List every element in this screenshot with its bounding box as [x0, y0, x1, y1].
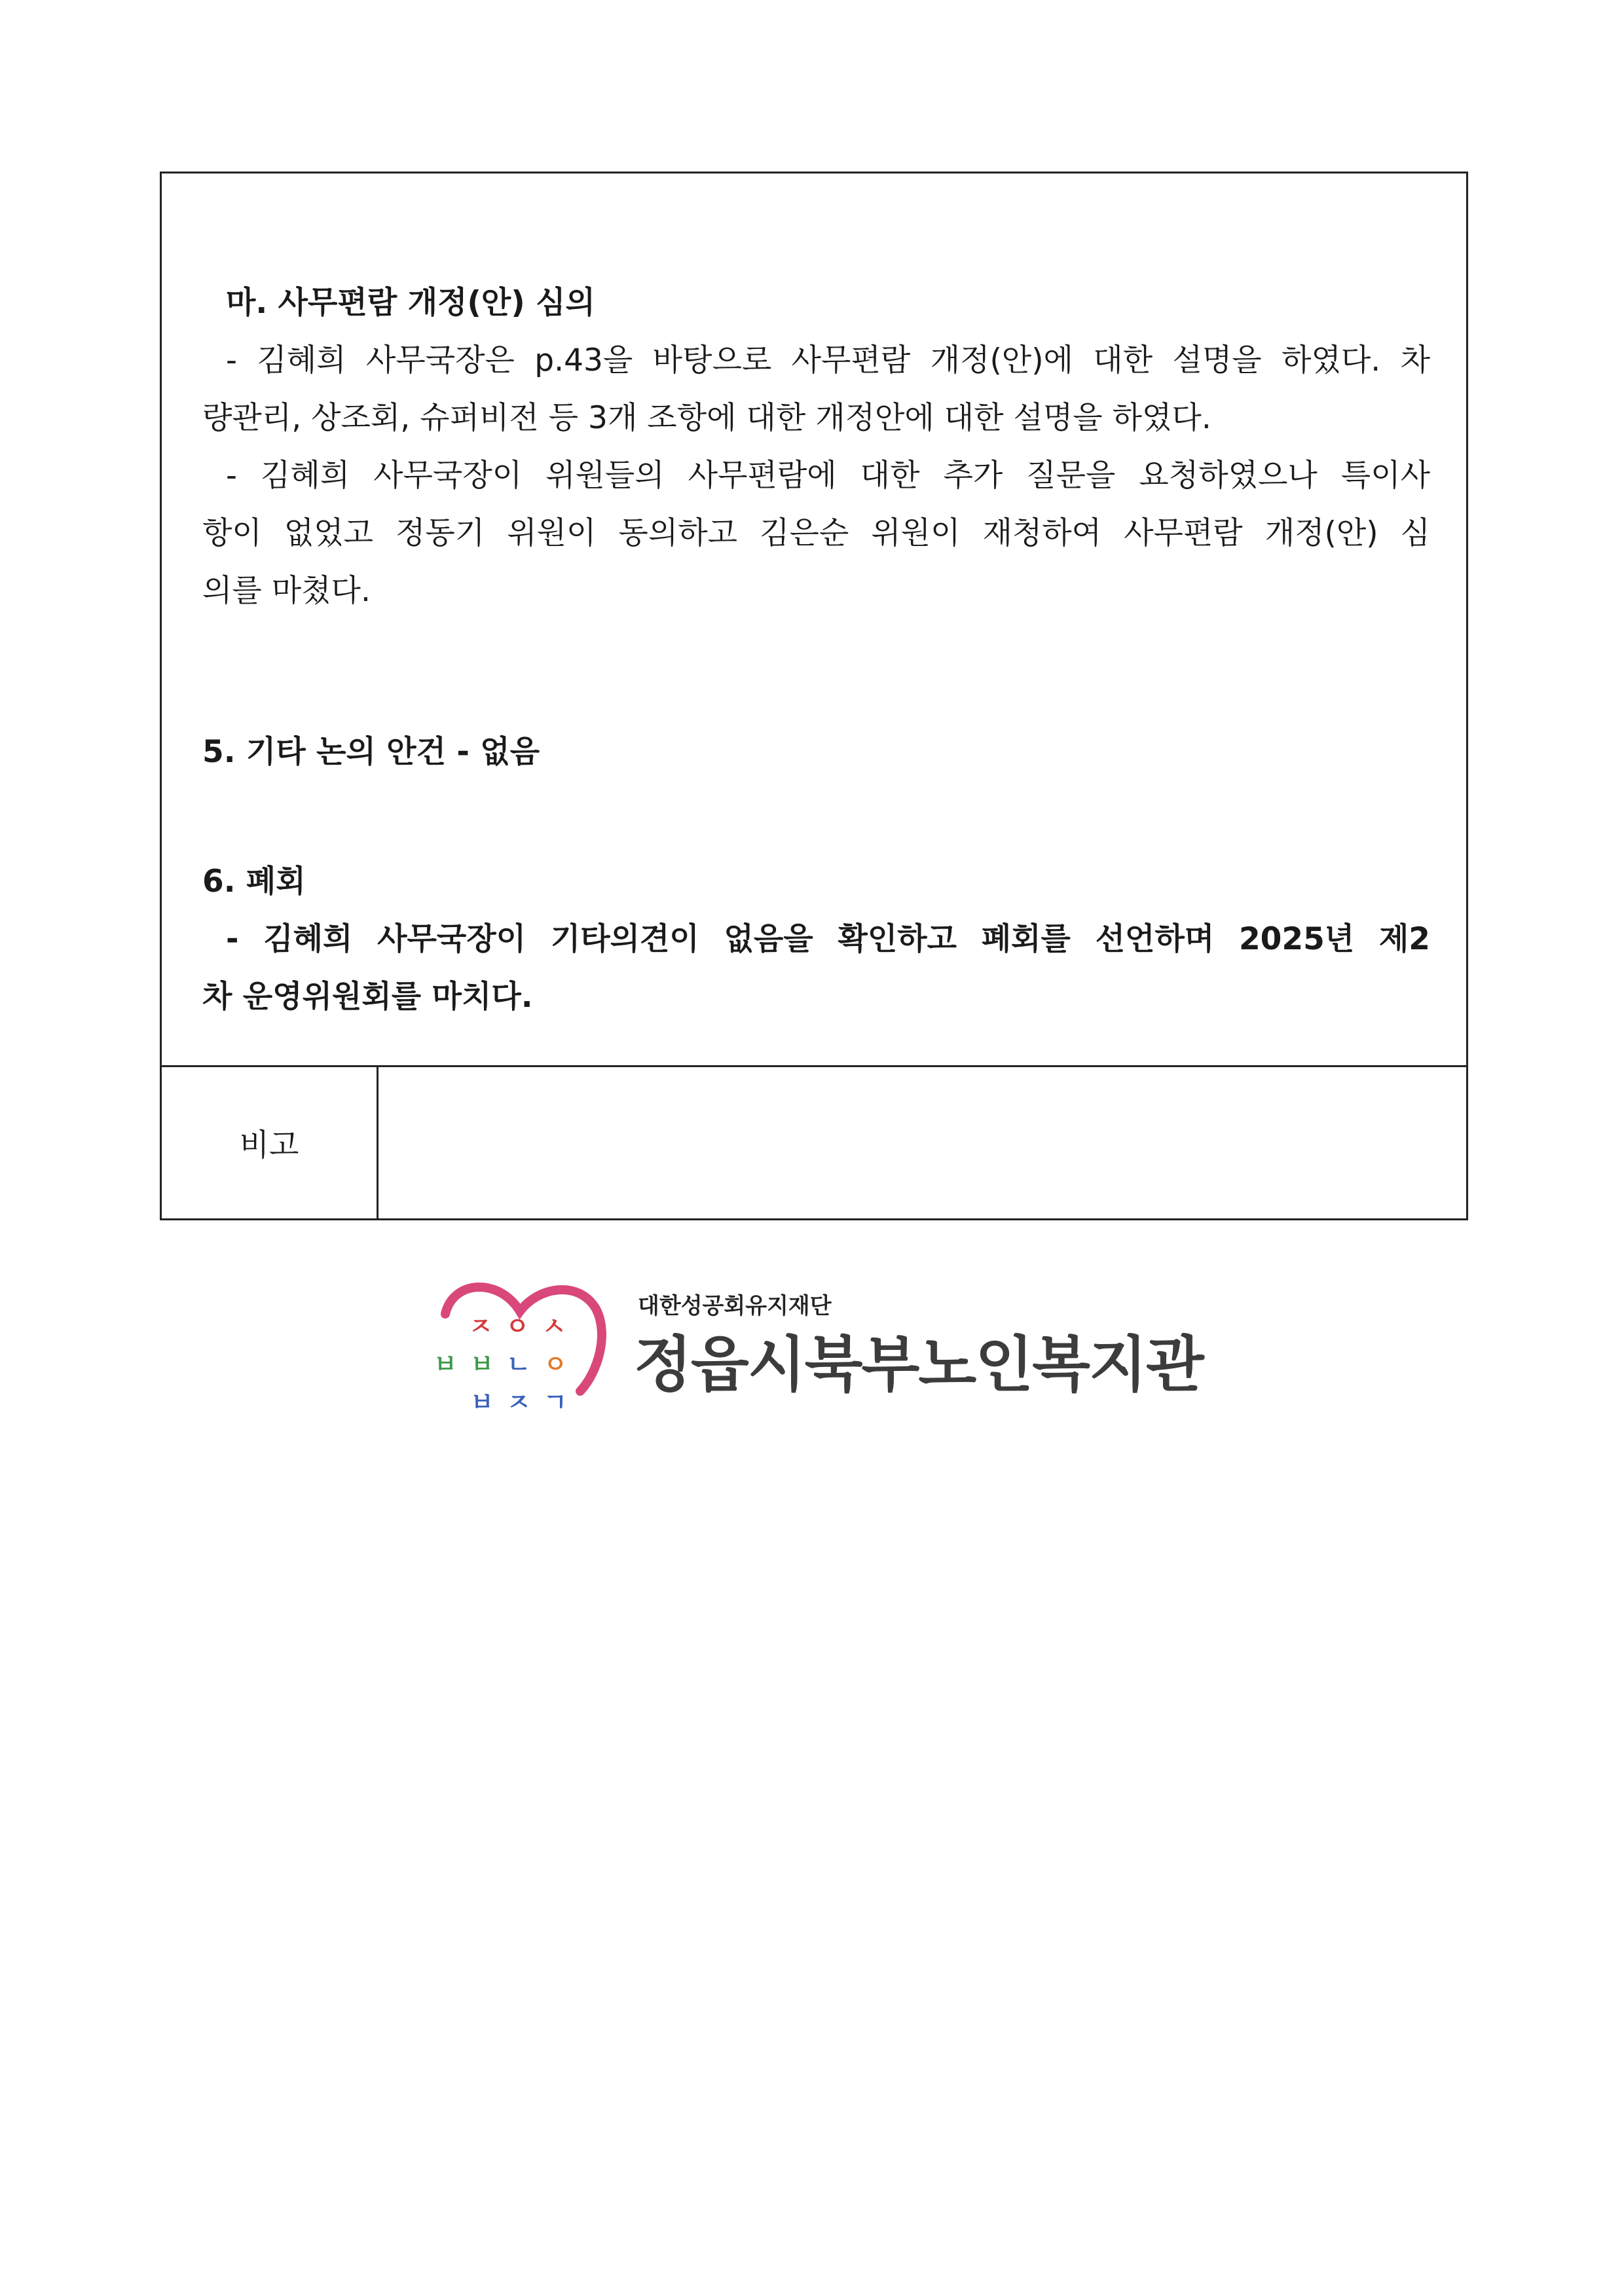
svg-text:ㅇ: ㅇ — [543, 1350, 568, 1379]
svg-text:ㅅ: ㅅ — [542, 1312, 566, 1341]
section5-heading: 5. 기타 논의 안건 - 없음 — [202, 734, 540, 770]
section-ma-heading: 마. 사무편람 개정(안) 심의 — [226, 285, 595, 321]
heart-logo-icon — [434, 1273, 610, 1424]
svg-text:ㄴ: ㄴ — [506, 1350, 531, 1379]
section6-heading: 6. 폐회 — [202, 864, 306, 900]
minutes-table — [160, 172, 1468, 1220]
table-column-divider — [377, 1065, 378, 1218]
minutes-content-cell — [162, 173, 1466, 1065]
svg-text:ㅂ: ㅂ — [434, 1350, 458, 1379]
svg-text:ㄱ: ㄱ — [543, 1388, 568, 1417]
section-ma-paragraph1-line2: 량관리, 상조회, 슈퍼비전 등 3개 조항에 대한 개정안에 대한 설명을 하였다. — [202, 400, 1211, 436]
remarks-label: 비고 — [239, 1127, 299, 1163]
foundation-name: 대한성공회유지재단 — [638, 1293, 832, 1319]
svg-text:ㅇ: ㅇ — [505, 1312, 530, 1341]
organization-name: 정읍시북부노인복지관 — [634, 1330, 1203, 1400]
section6-line1: - 김혜희 사무국장이 기타의견이 없음을 확인하고 폐회를 선언하며 2025년 제2 — [226, 921, 1430, 957]
svg-text:ㅂ: ㅂ — [470, 1350, 494, 1379]
svg-text:ㅈ: ㅈ — [468, 1312, 493, 1341]
svg-text:ㅈ: ㅈ — [506, 1388, 531, 1417]
section-ma-paragraph2-line2: 항이 없었고 정동기 위원이 동의하고 김은순 위원이 재청하여 사무편람 개정(안) 심 — [202, 515, 1430, 551]
organization-logo — [434, 1273, 1219, 1430]
section-ma-paragraph1-line1: - 김혜희 사무국장은 p.43을 바탕으로 사무편람 개정(안)에 대한 설명을 하였다. 차 — [226, 342, 1430, 378]
section-ma-paragraph2-line3: 의를 마쳤다. — [202, 573, 371, 609]
section6-line2: 차 운영위원회를 마치다. — [202, 979, 533, 1015]
svg-text:ㅂ: ㅂ — [470, 1388, 494, 1417]
section-ma-paragraph2-line1: - 김혜희 사무국장이 위원들의 사무편람에 대한 추가 질문을 요청하였으나 특이사 — [226, 458, 1430, 494]
